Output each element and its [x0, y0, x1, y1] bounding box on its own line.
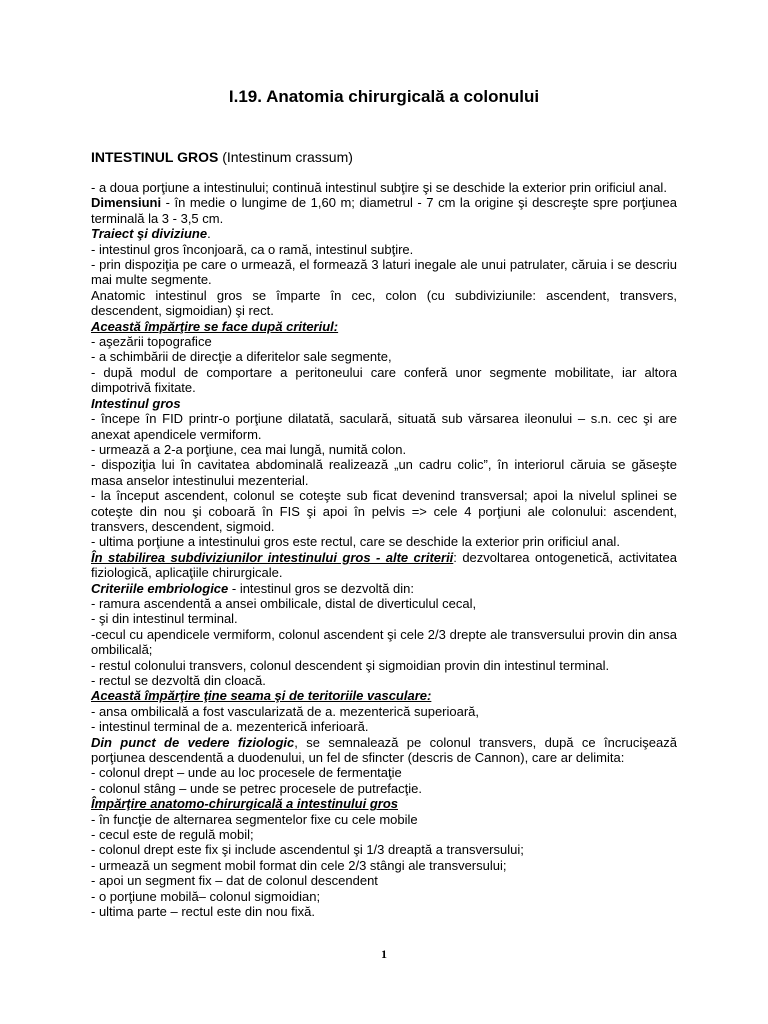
paragraph: [91, 688, 677, 703]
paragraph: [91, 673, 677, 688]
paragraph-text: - la început ascendent, colonul se coteşte sub ficat devenind transversal; apoi la nivelul splinei se coteşte din nou şi coboară în FIS şi apoi în pelvis => cele 4 porţiuni ale colonului: ascendent, transvers, descendent, sigmoid.: [91, 488, 677, 534]
paragraph-text: - intestinul gros înconjoară, ca o ramă, intestinul subţire.: [91, 241, 414, 257]
paragraph: [91, 735, 677, 766]
paragraph: [91, 704, 677, 719]
paragraph: [91, 534, 677, 549]
paragraph-text: .: [207, 226, 211, 242]
paragraph-text: - prin dispoziţia pe care o urmează, el formează 3 laturi inegale ale unui patrulater, căruia i se descriu mai multe segmente.: [91, 257, 677, 288]
paragraph: [91, 334, 677, 349]
paragraph: [91, 827, 677, 842]
criteria-heading: În stabilirea subdiviziunilor intestinului gros - alte criterii: [91, 549, 454, 565]
term-label: Dimensiuni: [91, 195, 162, 211]
paragraph-text: - după modul de comportare a peritoneului care conferă unor segmente mobilitate, iar altora dimpotrivă fixitate.: [91, 364, 677, 396]
paragraph: [91, 396, 677, 411]
paragraph-text: - ultima parte – rectul este din nou fixă.: [91, 904, 316, 920]
paragraph: [91, 319, 677, 334]
paragraph-text: - apoi un segment fix – dat de colonul descendent: [91, 873, 378, 889]
paragraph-text: - aşezării topografice: [91, 334, 212, 350]
paragraph: [91, 349, 677, 364]
subsection-heading: Criteriile embriologice: [91, 580, 229, 596]
paragraph-text: - colonul drept este fix şi include ascendentul şi 1/3 dreaptă a transversului;: [91, 842, 524, 858]
paragraph-text: - urmează a 2-a porţiune, cea mai lungă, numită colon.: [91, 441, 407, 457]
paragraph-text: -cecul cu apendicele vermiform, colonul ascendent şi cele 2/3 drepte ale transversului provin din ansa ombilicală;: [91, 626, 677, 658]
page-number: 1: [381, 947, 387, 961]
paragraph: [91, 195, 677, 226]
subsection-heading: Traiect şi diviziune: [91, 226, 208, 242]
paragraph: [91, 442, 677, 457]
paragraph: [91, 226, 677, 241]
paragraph-text: - începe în FID printr-o porţiune dilatată, saculară, situată sub vărsarea ileonului – s.n. cec şi are anexat apendicele vermiform.: [91, 411, 677, 442]
paragraph: [91, 288, 677, 319]
paragraph: [91, 781, 677, 796]
paragraph: [91, 411, 677, 442]
paragraph-text: - cecul este de regulă mobil;: [91, 827, 254, 843]
paragraph-text: - ansa ombilicală a fost vascularizată de a. mezenterică superioară,: [91, 703, 480, 719]
paragraph: [91, 889, 677, 904]
paragraph: [91, 842, 677, 857]
section-heading: [91, 149, 353, 166]
paragraph: [91, 719, 677, 734]
paragraph-text: - şi din intestinul terminal.: [91, 611, 238, 627]
paragraph-text: - în funcţie de alternarea segmentelor fixe cu cele mobile: [91, 811, 418, 827]
paragraph: [91, 904, 677, 919]
paragraph: [91, 873, 677, 888]
paragraph: [91, 765, 677, 780]
paragraph-text: - dispoziţia lui în cavitatea abdominală realizează „un cadru colic”, în interiorul căruia se găseşte masa anselor intestinului mezenterial.: [91, 457, 677, 488]
paragraph: [91, 257, 677, 288]
paragraph: [91, 457, 677, 488]
paragraph: [91, 581, 677, 596]
paragraph: [91, 550, 677, 581]
paragraph: [91, 596, 677, 611]
paragraph-text: - intestinul gros se dezvoltă din:: [228, 580, 414, 596]
paragraph-text: , se semnalează pe colonul transvers, după ce încrucişează porţiunea descendentă a duodenului, un fel de sfincter (descris de Cannon), care ar delimita:: [91, 734, 677, 766]
paragraph: [91, 858, 677, 873]
paragraph-text: - colonul stâng – unde se petrec procesele de putrefacţie.: [91, 780, 422, 796]
paragraph-text: - a schimbării de direcţie a diferitelor sale segmente,: [91, 349, 392, 365]
paragraph-text: - restul colonului transvers, colonul descendent şi sigmoidian provin din intestinul terminal.: [91, 657, 610, 673]
criteria-heading: Împărţire anatomo-chirurgicală a intestinului gros: [91, 796, 399, 812]
document-title: I.19. Anatomia chirurgicală a colonului: [228, 87, 540, 106]
paragraph: [91, 611, 677, 626]
criteria-heading: Această împărţire ţine seama şi de teritoriile vasculare:: [91, 688, 432, 704]
paragraph-text: - în medie o lungime de 1,60 m; diametrul - 7 cm la origine şi descreşte spre porţiunea terminală la 3 - 3,5 cm.: [91, 195, 677, 226]
criteria-heading: Această împărţire se face după criteriul:: [91, 318, 339, 334]
section-heading-latin: (Intestinum crassum): [218, 149, 353, 165]
paragraph: [91, 180, 677, 195]
subsection-heading: Intestinul gros: [91, 395, 181, 411]
document-body: [91, 180, 677, 920]
paragraph: [91, 796, 677, 811]
subsection-heading: Din punct de vedere fiziologic: [91, 734, 295, 750]
paragraph: [91, 627, 677, 658]
section-heading-bold: INTESTINUL GROS: [91, 149, 219, 165]
paragraph-text: - a doua porţiune a intestinului; continuă intestinul subţire şi se deschide la exterior prin orificiul anal.: [91, 180, 667, 195]
paragraph-text: - colonul drept – unde au loc procesele de fermentaţie: [91, 765, 402, 781]
paragraph-text: - ramura ascendentă a ansei ombilicale, distal de diverticulul cecal,: [91, 595, 477, 611]
paragraph: [91, 658, 677, 673]
paragraph: [91, 242, 677, 257]
paragraph: [91, 812, 677, 827]
paragraph-text: - rectul se dezvoltă din cloacă.: [91, 673, 266, 688]
paragraph-text: : dezvoltarea ontogenetică, activitatea fiziologică, aplicaţiile chirurgicale.: [91, 549, 677, 581]
paragraph-text: Anatomic intestinul gros se împarte în cec, colon (cu subdiviziunile: ascendent, transvers, descendent, sigmoidian) şi rect.: [91, 287, 677, 319]
paragraph-text: - urmează un segment mobil format din cele 2/3 stângi ale transversului;: [91, 857, 507, 873]
paragraph-text: - ultima porţiune a intestinului gros este rectul, care se deschide la exterior prin orificiul anal.: [91, 534, 620, 550]
paragraph-text: - o porţiune mobilă– colonul sigmoidian;: [91, 888, 321, 904]
paragraph: [91, 488, 677, 534]
paragraph: [91, 365, 677, 396]
paragraph-text: - intestinul terminal de a. mezenterică inferioară.: [91, 719, 369, 735]
